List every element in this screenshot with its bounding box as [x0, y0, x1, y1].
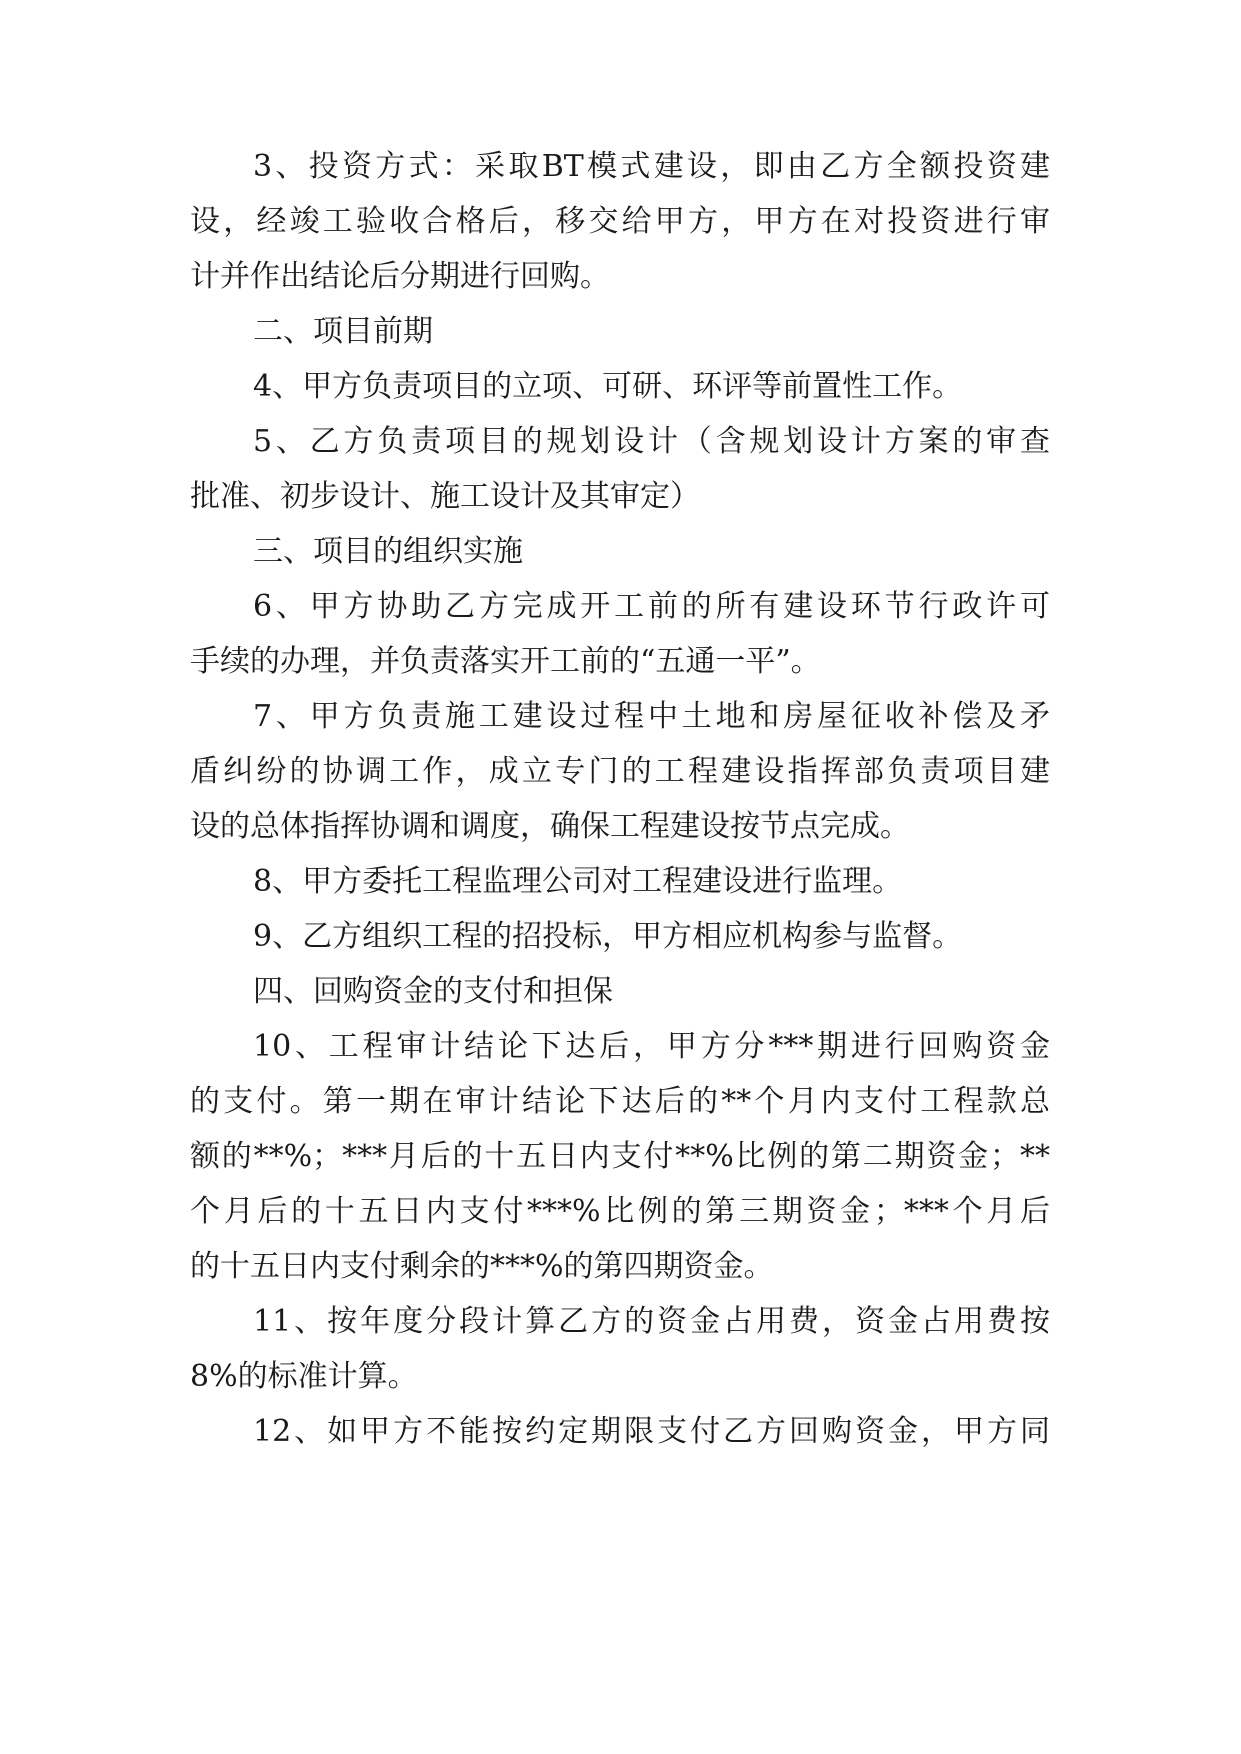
paragraph-line: 6、甲方协助乙方完成开工前的所有建设环节行政许可	[253, 589, 1050, 624]
paragraph-line: 11、按年度分段计算乙方的资金占用费，资金占用费按	[253, 1304, 1050, 1339]
paragraph-line: 10、工程审计结论下达后，甲方分***期进行回购资金	[253, 1029, 1050, 1064]
paragraph-line: 批准、初步设计、施工设计及其审定）	[190, 479, 700, 514]
section-heading: 三、项目的组织实施	[253, 534, 523, 569]
paragraph-line: 8、甲方委托工程监理公司对工程建设进行监理。	[253, 864, 903, 899]
paragraph-line: 的支付。第一期在审计结论下达后的**个月内支付工程款总	[190, 1084, 1050, 1119]
section-heading: 四、回购资金的支付和担保	[253, 974, 613, 1009]
paragraph-line: 9、乙方组织工程的招投标，甲方相应机构参与监督。	[253, 919, 963, 954]
paragraph-line: 手续的办理，并负责落实开工前的“五通一平”。	[190, 644, 821, 679]
paragraph-line: 的十五日内支付剩余的***%的第四期资金。	[190, 1249, 774, 1284]
paragraph-line: 计并作出结论后分期进行回购。	[190, 259, 610, 294]
paragraph-line: 盾纠纷的协调工作，成立专门的工程建设指挥部负责项目建	[190, 754, 1050, 789]
paragraph-line: 8%的标准计算。	[190, 1359, 418, 1394]
paragraph-line: 设，经竣工验收合格后，移交给甲方，甲方在对投资进行审	[190, 204, 1050, 239]
section-heading: 二、项目前期	[253, 314, 433, 349]
paragraph-line: 3、投资方式：采取BT模式建设，即由乙方全额投资建	[253, 149, 1050, 184]
paragraph-line: 7、甲方负责施工建设过程中土地和房屋征收补偿及矛	[253, 699, 1050, 734]
paragraph-line: 4、甲方负责项目的立项、可研、环评等前置性工作。	[253, 369, 963, 404]
paragraph-line: 个月后的十五日内支付***%比例的第三期资金；***个月后	[190, 1194, 1050, 1229]
paragraph-line: 设的总体指挥协调和调度，确保工程建设按节点完成。	[190, 809, 910, 844]
paragraph-line: 12、如甲方不能按约定期限支付乙方回购资金，甲方同	[253, 1414, 1050, 1449]
paragraph-line: 额的**%；***月后的十五日内支付**%比例的第二期资金；**	[190, 1139, 1050, 1174]
paragraph-line: 5、乙方负责项目的规划设计（含规划设计方案的审查	[253, 424, 1050, 459]
